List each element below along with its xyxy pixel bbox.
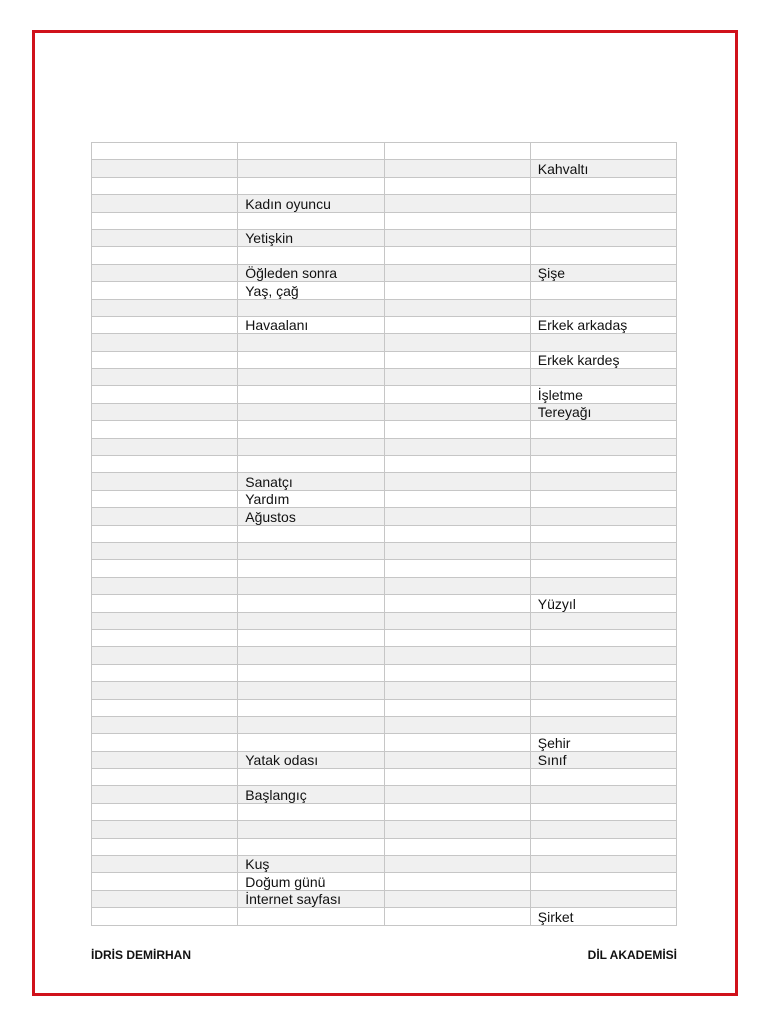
table-cell: Ağustos	[238, 508, 384, 525]
footer-organization: DİL AKADEMİSİ	[587, 948, 677, 962]
table-cell	[530, 369, 676, 386]
table-cell	[238, 386, 384, 403]
table-cell	[384, 786, 530, 803]
table-cell	[92, 282, 238, 299]
table-cell	[92, 751, 238, 768]
table-cell	[384, 473, 530, 490]
table-cell	[384, 838, 530, 855]
table-row	[92, 334, 677, 351]
table-cell	[530, 838, 676, 855]
table-row	[92, 508, 677, 525]
table-cell: Şişe	[530, 264, 676, 281]
table-cell	[530, 682, 676, 699]
table-cell	[92, 386, 238, 403]
table-row	[92, 803, 677, 820]
table-cell	[92, 629, 238, 646]
table-cell	[530, 803, 676, 820]
table-cell	[530, 490, 676, 507]
table-cell	[238, 716, 384, 733]
table-cell	[92, 769, 238, 786]
table-row	[92, 890, 677, 907]
table-cell	[384, 803, 530, 820]
table-cell	[238, 247, 384, 264]
table-cell	[92, 195, 238, 212]
table-cell	[384, 456, 530, 473]
table-cell: Doğum günü	[238, 873, 384, 890]
table-cell	[530, 612, 676, 629]
table-cell: Sanatçı	[238, 473, 384, 490]
table-cell	[384, 595, 530, 612]
table-row	[92, 873, 677, 890]
table-row	[92, 386, 677, 403]
table-cell	[530, 856, 676, 873]
table-cell	[530, 195, 676, 212]
table-row	[92, 542, 677, 559]
table-cell	[384, 369, 530, 386]
table-cell	[530, 212, 676, 229]
table-cell	[530, 282, 676, 299]
table-row	[92, 473, 677, 490]
table-cell	[238, 143, 384, 160]
table-cell	[530, 699, 676, 716]
table-cell	[238, 699, 384, 716]
table-row	[92, 525, 677, 542]
table-cell	[530, 456, 676, 473]
table-row	[92, 247, 677, 264]
table-row	[92, 403, 677, 420]
table-cell	[384, 821, 530, 838]
table-cell	[530, 247, 676, 264]
table-cell	[92, 542, 238, 559]
table-cell	[92, 682, 238, 699]
table-cell	[92, 299, 238, 316]
table-row	[92, 212, 677, 229]
table-cell: Öğleden sonra	[238, 264, 384, 281]
vocabulary-table	[91, 142, 677, 926]
table-row	[92, 560, 677, 577]
table-row	[92, 856, 677, 873]
table-cell: Şehir	[530, 734, 676, 751]
table-cell	[92, 664, 238, 681]
table-cell	[238, 803, 384, 820]
table-cell	[530, 229, 676, 246]
table-cell	[92, 716, 238, 733]
table-cell	[92, 473, 238, 490]
table-cell	[384, 560, 530, 577]
table-cell	[384, 195, 530, 212]
table-cell	[238, 629, 384, 646]
table-cell	[238, 612, 384, 629]
table-row	[92, 282, 677, 299]
table-row	[92, 751, 677, 768]
table-cell	[238, 456, 384, 473]
table-cell	[384, 264, 530, 281]
table-row	[92, 612, 677, 629]
table-cell	[238, 438, 384, 455]
table-row	[92, 595, 677, 612]
table-cell	[530, 508, 676, 525]
table-row	[92, 177, 677, 194]
table-row	[92, 195, 677, 212]
table-cell	[92, 403, 238, 420]
table-cell	[384, 282, 530, 299]
table-cell	[530, 647, 676, 664]
footer-author: İDRİS DEMİRHAN	[91, 948, 192, 962]
table-cell	[238, 299, 384, 316]
table-cell	[92, 508, 238, 525]
table-cell	[384, 508, 530, 525]
table-cell	[530, 664, 676, 681]
table-row	[92, 716, 677, 733]
table-cell	[384, 751, 530, 768]
table-cell	[384, 873, 530, 890]
table-cell	[384, 856, 530, 873]
table-cell	[530, 421, 676, 438]
table-cell	[384, 229, 530, 246]
table-cell: İşletme	[530, 386, 676, 403]
table-row	[92, 786, 677, 803]
table-cell	[384, 421, 530, 438]
table-cell: Erkek kardeş	[530, 351, 676, 368]
table-cell: İnternet sayfası	[238, 890, 384, 907]
table-row	[92, 316, 677, 333]
table-cell: Yetişkin	[238, 229, 384, 246]
table-cell	[238, 821, 384, 838]
table-cell	[238, 160, 384, 177]
table-cell	[530, 143, 676, 160]
table-cell: Kadın oyuncu	[238, 195, 384, 212]
table-row	[92, 229, 677, 246]
table-cell	[92, 247, 238, 264]
table-cell	[92, 229, 238, 246]
table-cell	[384, 734, 530, 751]
table-cell	[384, 542, 530, 559]
table-cell	[530, 473, 676, 490]
table-row	[92, 143, 677, 160]
table-cell: Tereyağı	[530, 403, 676, 420]
table-cell	[530, 560, 676, 577]
table-cell	[92, 316, 238, 333]
table-cell	[384, 334, 530, 351]
table-cell	[530, 177, 676, 194]
table-cell	[384, 143, 530, 160]
table-cell	[384, 316, 530, 333]
table-cell	[238, 542, 384, 559]
table-cell	[92, 560, 238, 577]
table-row	[92, 821, 677, 838]
table-cell	[92, 577, 238, 594]
table-cell	[384, 403, 530, 420]
table-cell	[384, 525, 530, 542]
table-row	[92, 682, 677, 699]
table-cell	[238, 838, 384, 855]
table-cell	[92, 143, 238, 160]
table-cell	[92, 647, 238, 664]
table-row	[92, 699, 677, 716]
table-cell	[384, 769, 530, 786]
table-cell	[238, 369, 384, 386]
table-cell	[92, 264, 238, 281]
table-cell	[238, 334, 384, 351]
table-cell	[530, 821, 676, 838]
table-cell	[384, 890, 530, 907]
table-cell	[92, 821, 238, 838]
table-cell	[384, 908, 530, 925]
table-cell	[238, 577, 384, 594]
table-row	[92, 838, 677, 855]
table-row	[92, 456, 677, 473]
table-cell	[530, 769, 676, 786]
table-cell	[384, 490, 530, 507]
table-cell	[92, 525, 238, 542]
table-cell	[384, 682, 530, 699]
table-row	[92, 577, 677, 594]
table-cell	[530, 890, 676, 907]
table-cell: Şirket	[530, 908, 676, 925]
table-row	[92, 160, 677, 177]
table-cell	[238, 664, 384, 681]
table-cell	[238, 525, 384, 542]
table-cell	[92, 699, 238, 716]
table-cell: Yatak odası	[238, 751, 384, 768]
table-cell	[92, 177, 238, 194]
table-cell	[238, 212, 384, 229]
table-cell	[384, 577, 530, 594]
table-cell	[238, 769, 384, 786]
table-cell	[530, 438, 676, 455]
table-cell: Erkek arkadaş	[530, 316, 676, 333]
table-row	[92, 769, 677, 786]
table-row	[92, 369, 677, 386]
table-cell	[238, 177, 384, 194]
table-cell	[384, 160, 530, 177]
table-cell	[238, 403, 384, 420]
table-cell	[92, 351, 238, 368]
table-cell: Yüzyıl	[530, 595, 676, 612]
table-cell	[238, 682, 384, 699]
table-row	[92, 629, 677, 646]
table-row	[92, 734, 677, 751]
table-cell	[384, 699, 530, 716]
table-cell	[530, 629, 676, 646]
table-cell	[384, 647, 530, 664]
table-cell: Kuş	[238, 856, 384, 873]
table-cell: Sınıf	[530, 751, 676, 768]
table-cell	[92, 612, 238, 629]
table-cell	[384, 351, 530, 368]
table-cell	[384, 247, 530, 264]
table-cell	[92, 212, 238, 229]
table-row	[92, 908, 677, 925]
table-cell	[92, 490, 238, 507]
table-cell	[92, 456, 238, 473]
table-row	[92, 264, 677, 281]
table-cell	[238, 595, 384, 612]
table-cell	[92, 595, 238, 612]
table-cell	[530, 873, 676, 890]
table-cell	[384, 716, 530, 733]
table-row	[92, 490, 677, 507]
table-cell	[238, 351, 384, 368]
table-cell	[530, 334, 676, 351]
table-cell	[92, 803, 238, 820]
table-cell	[238, 647, 384, 664]
table-row	[92, 647, 677, 664]
table-cell	[92, 734, 238, 751]
table-row	[92, 351, 677, 368]
table-cell	[384, 212, 530, 229]
table-cell	[92, 856, 238, 873]
table-cell	[384, 386, 530, 403]
table-cell: Yaş, çağ	[238, 282, 384, 299]
table-cell	[92, 334, 238, 351]
table-cell	[92, 369, 238, 386]
table-cell	[384, 629, 530, 646]
table-cell	[530, 525, 676, 542]
table-cell	[530, 542, 676, 559]
table-cell	[530, 299, 676, 316]
table-cell	[238, 560, 384, 577]
table-cell	[92, 890, 238, 907]
table-cell	[530, 716, 676, 733]
table-cell	[92, 908, 238, 925]
table-row	[92, 664, 677, 681]
table-cell	[530, 786, 676, 803]
table-row	[92, 421, 677, 438]
table-cell: Havaalanı	[238, 316, 384, 333]
table-cell	[92, 421, 238, 438]
table-cell	[384, 299, 530, 316]
table-cell	[92, 873, 238, 890]
table-cell	[92, 786, 238, 803]
table-row	[92, 299, 677, 316]
table-cell	[238, 908, 384, 925]
table-cell	[92, 438, 238, 455]
table-cell: Yardım	[238, 490, 384, 507]
table-cell	[384, 438, 530, 455]
table-cell	[530, 577, 676, 594]
table-cell: Kahvaltı	[530, 160, 676, 177]
table-cell	[384, 664, 530, 681]
table-cell	[92, 838, 238, 855]
table-row	[92, 438, 677, 455]
table-cell	[384, 177, 530, 194]
table-cell	[384, 612, 530, 629]
table-cell: Başlangıç	[238, 786, 384, 803]
table-cell	[238, 421, 384, 438]
table-cell	[238, 734, 384, 751]
vocabulary-table-body	[92, 143, 677, 926]
table-cell	[92, 160, 238, 177]
